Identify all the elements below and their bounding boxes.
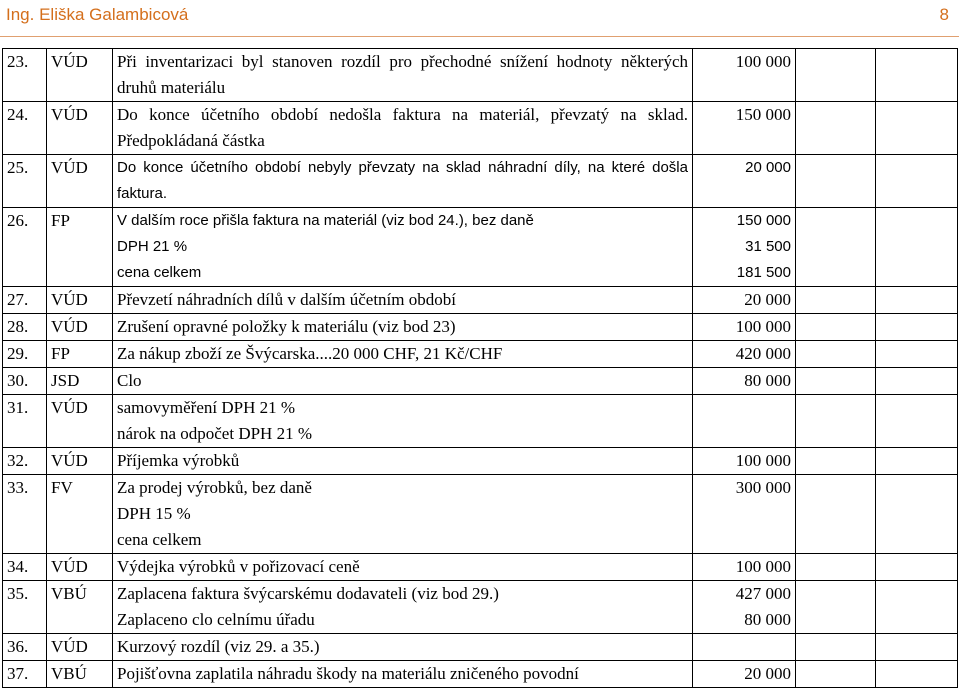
row-description [113, 661, 693, 688]
credit-account-cell[interactable] [876, 634, 958, 661]
credit-account-cell[interactable] [876, 49, 958, 102]
row-description [113, 475, 693, 554]
amount-value: 20 000 [744, 664, 791, 683]
table-row [3, 287, 958, 314]
row-description [113, 49, 693, 102]
row-amount [693, 208, 796, 287]
debit-account-cell[interactable] [796, 448, 876, 475]
table-row [3, 208, 958, 287]
description-line: Příjemka výrobků [117, 451, 240, 470]
debit-account-cell[interactable] [796, 395, 876, 448]
table-row [3, 49, 958, 102]
credit-account-cell[interactable] [876, 554, 958, 581]
debit-account-cell[interactable] [796, 155, 876, 208]
amount-value: 20 000 [744, 290, 791, 309]
page-header [0, 0, 959, 36]
table-row [3, 448, 958, 475]
description-line: Za nákup zboží ze Švýcarska....20 000 CHF, 21 Kč/CHF [117, 344, 503, 363]
amount-value: 150 000 [735, 105, 791, 124]
row-number: 26. [3, 208, 47, 287]
row-amount [693, 448, 796, 475]
credit-account-cell[interactable] [876, 448, 958, 475]
credit-account-cell[interactable] [876, 661, 958, 688]
row-number: 27. [3, 287, 47, 314]
row-document-type: VBÚ [47, 581, 113, 634]
description-line: nárok na odpočet DPH 21 % [117, 424, 312, 443]
amount-value: 80 000 [744, 610, 791, 629]
credit-account-cell[interactable] [876, 475, 958, 554]
amount-value: 100 000 [735, 52, 791, 71]
row-number: 30. [3, 368, 47, 395]
amount-value: 150 000 [736, 212, 791, 229]
row-document-type: VÚD [47, 554, 113, 581]
table-row [3, 155, 958, 208]
amount-value: 420 000 [735, 344, 791, 363]
table-row [3, 395, 958, 448]
row-amount [693, 341, 796, 368]
description-line: Zrušení opravné položky k materiálu (viz bod 23) [117, 317, 456, 336]
row-description [113, 341, 693, 368]
table-row [3, 341, 958, 368]
row-description [113, 395, 693, 448]
debit-account-cell[interactable] [796, 475, 876, 554]
row-document-type: VÚD [47, 634, 113, 661]
row-document-type: VBÚ [47, 661, 113, 688]
row-description [113, 448, 693, 475]
debit-account-cell[interactable] [796, 661, 876, 688]
row-document-type: JSD [47, 368, 113, 395]
row-description [113, 208, 693, 287]
row-amount [693, 155, 796, 208]
row-number: 24. [3, 102, 47, 155]
credit-account-cell[interactable] [876, 368, 958, 395]
table-row [3, 581, 958, 634]
description-line: Výdejka výrobků v pořizovací ceně [117, 557, 360, 576]
row-description [113, 287, 693, 314]
description-line: Do konce účetního období nedošla faktura na materiál, převzatý na sklad. Předpokládaná částka [117, 105, 688, 150]
row-description [113, 155, 693, 208]
debit-account-cell[interactable] [796, 287, 876, 314]
description-line: Převzetí náhradních dílů v dalším účetním období [117, 290, 456, 309]
table-row [3, 314, 958, 341]
description-line: V dalším roce přišla faktura na materiál (viz bod 24.), bez daně [117, 212, 534, 229]
description-line: Pojišťovna zaplatila náhradu škody na materiálu zničeného povodní [117, 664, 579, 683]
credit-account-cell[interactable] [876, 341, 958, 368]
row-amount [693, 661, 796, 688]
row-description [113, 102, 693, 155]
table-row [3, 475, 958, 554]
row-number: 25. [3, 155, 47, 208]
header-page-number: 8 [939, 5, 949, 24]
description-line: cena celkem [117, 264, 202, 281]
row-description [113, 581, 693, 634]
row-document-type: VÚD [47, 49, 113, 102]
row-amount [693, 581, 796, 634]
row-amount [693, 475, 796, 554]
row-number: 29. [3, 341, 47, 368]
row-document-type: FV [47, 475, 113, 554]
amount-value: 100 000 [735, 317, 791, 336]
row-amount [693, 634, 796, 661]
table-row [3, 661, 958, 688]
header-divider [0, 36, 959, 37]
transactions-table [2, 48, 958, 688]
table-row [3, 554, 958, 581]
debit-account-cell[interactable] [796, 341, 876, 368]
debit-account-cell[interactable] [796, 554, 876, 581]
description-line: DPH 21 % [117, 238, 188, 255]
debit-account-cell[interactable] [796, 102, 876, 155]
debit-account-cell[interactable] [796, 581, 876, 634]
debit-account-cell[interactable] [796, 49, 876, 102]
amount-value: 427 000 [735, 584, 791, 603]
row-description [113, 554, 693, 581]
credit-account-cell[interactable] [876, 287, 958, 314]
row-amount [693, 314, 796, 341]
description-line: Kurzový rozdíl (viz 29. a 35.) [117, 637, 320, 656]
credit-account-cell[interactable] [876, 581, 958, 634]
credit-account-cell[interactable] [876, 208, 958, 287]
credit-account-cell[interactable] [876, 314, 958, 341]
description-line: cena celkem [117, 530, 202, 549]
row-number: 31. [3, 395, 47, 448]
header-author: Ing. Eliška Galambicová [6, 5, 189, 24]
row-number: 23. [3, 49, 47, 102]
debit-account-cell[interactable] [796, 634, 876, 661]
row-amount [693, 102, 796, 155]
row-description [113, 368, 693, 395]
row-number: 34. [3, 554, 47, 581]
credit-account-cell[interactable] [876, 102, 958, 155]
row-document-type: VÚD [47, 314, 113, 341]
row-amount [693, 287, 796, 314]
description-line: Zaplacena faktura švýcarskému dodavateli (viz bod 29.) [117, 584, 499, 603]
row-number: 33. [3, 475, 47, 554]
credit-account-cell[interactable] [876, 395, 958, 448]
table-row [3, 368, 958, 395]
row-number: 36. [3, 634, 47, 661]
description-line: Za prodej výrobků, bez daně [117, 478, 312, 497]
amount-value: 100 000 [735, 451, 791, 470]
amount-value: 100 000 [735, 557, 791, 576]
description-line: DPH 15 % [117, 504, 191, 523]
description-line: samovyměření DPH 21 % [117, 398, 296, 417]
row-amount [693, 49, 796, 102]
debit-account-cell[interactable] [796, 208, 876, 287]
row-document-type: VÚD [47, 448, 113, 475]
description-line: Clo [117, 371, 142, 390]
row-number: 37. [3, 661, 47, 688]
table-row [3, 102, 958, 155]
row-document-type: VÚD [47, 102, 113, 155]
debit-account-cell[interactable] [796, 368, 876, 395]
debit-account-cell[interactable] [796, 314, 876, 341]
amount-value: 181 500 [736, 264, 791, 281]
row-description [113, 314, 693, 341]
amount-value: 31 500 [745, 238, 791, 255]
amount-value: 80 000 [744, 371, 791, 390]
row-number: 32. [3, 448, 47, 475]
row-amount [693, 368, 796, 395]
row-amount [693, 395, 796, 448]
amount-value: 300 000 [735, 478, 791, 497]
table-row [3, 634, 958, 661]
description-line: Do konce účetního období nebyly převzaty na sklad náhradní díly, na které došla faktura. [117, 159, 688, 202]
row-description [113, 634, 693, 661]
credit-account-cell[interactable] [876, 155, 958, 208]
row-number: 28. [3, 314, 47, 341]
row-document-type: VÚD [47, 395, 113, 448]
row-amount [693, 554, 796, 581]
description-line: Zaplaceno clo celnímu úřadu [117, 610, 315, 629]
row-document-type: VÚD [47, 287, 113, 314]
row-document-type: FP [47, 208, 113, 287]
description-line: Při inventarizaci byl stanoven rozdíl pro přechodné snížení hodnoty některých druhů materiálu [117, 52, 688, 97]
row-document-type: FP [47, 341, 113, 368]
row-document-type: VÚD [47, 155, 113, 208]
row-number: 35. [3, 581, 47, 634]
amount-value: 20 000 [745, 159, 791, 176]
